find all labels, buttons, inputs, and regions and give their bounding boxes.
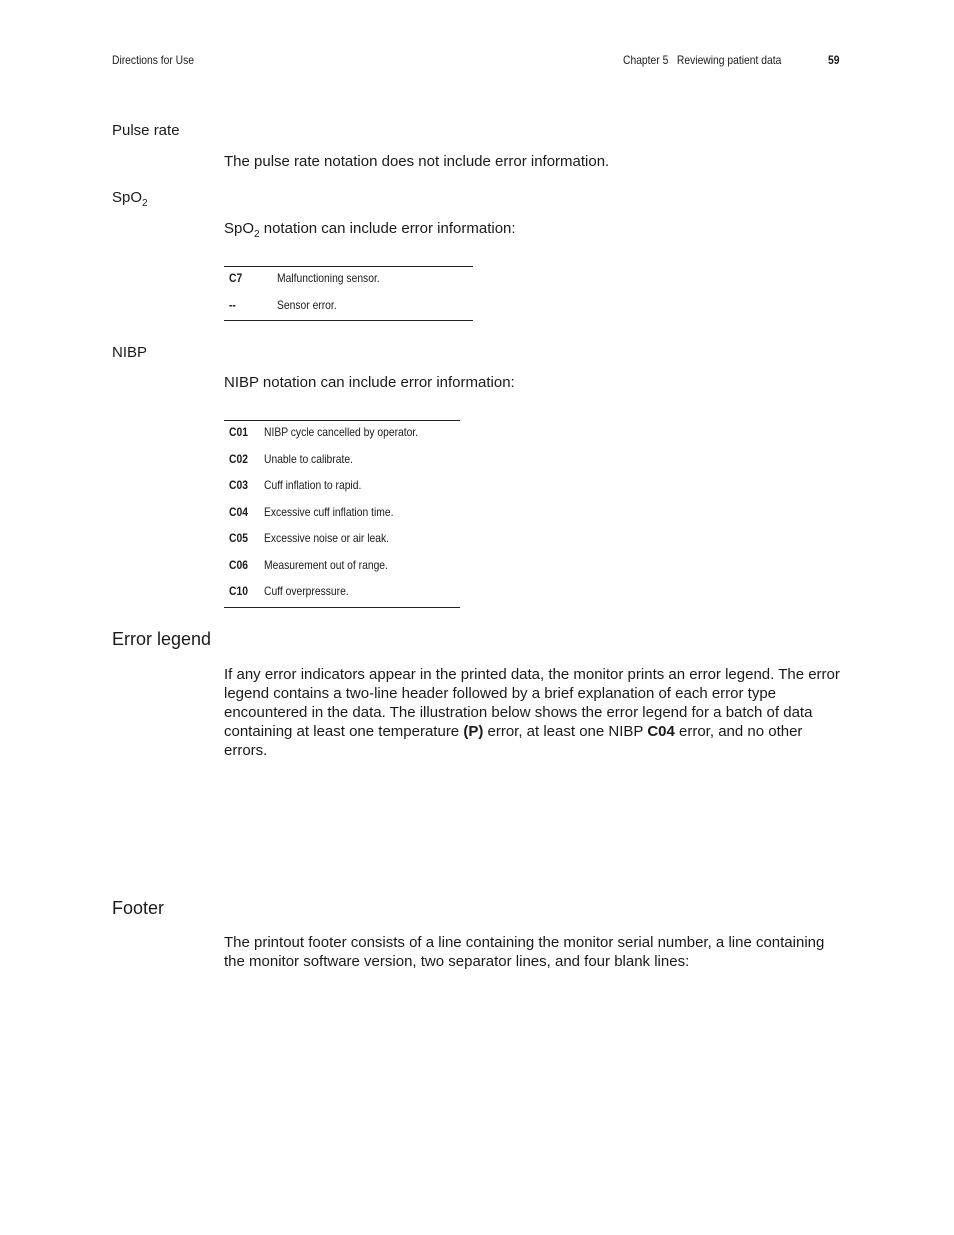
table-row (224, 448, 460, 475)
table-row (224, 267, 473, 294)
error-code: C01 (229, 425, 248, 439)
error-description: Sensor error. (277, 297, 337, 312)
running-header-chapter: Chapter 5 Reviewing patient data (623, 53, 782, 67)
error-code: -- (229, 297, 236, 312)
error-code: C7 (229, 271, 243, 285)
table-row (224, 527, 460, 554)
error-legend-text-c: error, and no other errors. (224, 723, 803, 759)
error-legend-text-a: If any error indicators appear in the printed data, the monitor prints an error legend. The error legend contains a two-line header followed by a brief explanation of each error type encountered in the data. The illustration below shows the error legend for a batch of data containing at least one temperature (224, 666, 840, 740)
error-description: Excessive cuff inflation time. (264, 504, 394, 519)
error-code: C03 (229, 478, 248, 492)
pulse-rate-heading: Pulse rate (112, 122, 180, 139)
error-code: C02 (229, 451, 248, 466)
error-code: C04 (229, 504, 248, 519)
spo2-text-subscript: 2 (254, 229, 260, 240)
table-row (224, 294, 473, 321)
error-legend-bold-c04: C04 (647, 723, 675, 740)
nibp-error-table (224, 420, 460, 608)
error-code: C05 (229, 531, 248, 545)
error-description: NIBP cycle cancelled by operator. (264, 425, 419, 439)
error-code: C10 (229, 584, 248, 598)
table-row (224, 474, 460, 501)
table-row (224, 421, 460, 448)
error-legend-heading: Error legend (112, 629, 212, 649)
error-legend-paragraph (224, 665, 842, 760)
error-description: Excessive noise or air leak. (264, 531, 390, 545)
table-row (224, 501, 460, 528)
spo2-paragraph (224, 219, 842, 238)
table-row (224, 554, 460, 581)
spo2-heading-main: SpO (112, 189, 143, 206)
page-number: 59 (828, 53, 840, 67)
spo2-text-main: SpO (224, 220, 255, 237)
nibp-paragraph: NIBP notation can include error information: (224, 374, 515, 391)
error-description: Unable to calibrate. (264, 451, 353, 466)
error-description: Malfunctioning sensor. (277, 271, 380, 285)
table-row (224, 580, 460, 607)
footer-paragraph: The printout footer consists of a line containing the monitor serial number, a line containing the monitor software version, two separator lines, and four blank lines: (224, 934, 825, 970)
spo2-heading-subscript: 2 (142, 198, 148, 209)
error-legend-text-b: error, at least one NIBP (483, 723, 648, 740)
error-legend-bold-p: (P) (463, 723, 484, 740)
error-description: Cuff overpressure. (264, 584, 349, 598)
pulse-rate-paragraph: The pulse rate notation does not include error information. (224, 153, 610, 170)
spo2-text-rest: notation can include error information: (259, 220, 516, 237)
nibp-heading: NIBP (112, 344, 148, 361)
error-description: Measurement out of range. (264, 557, 388, 572)
spo2-heading (112, 189, 148, 209)
footer-heading: Footer (112, 898, 165, 918)
running-header-title: Directions for Use (112, 53, 195, 67)
error-description: Cuff inflation to rapid. (264, 478, 362, 492)
error-code: C06 (229, 557, 248, 572)
spo2-error-table (224, 266, 473, 321)
